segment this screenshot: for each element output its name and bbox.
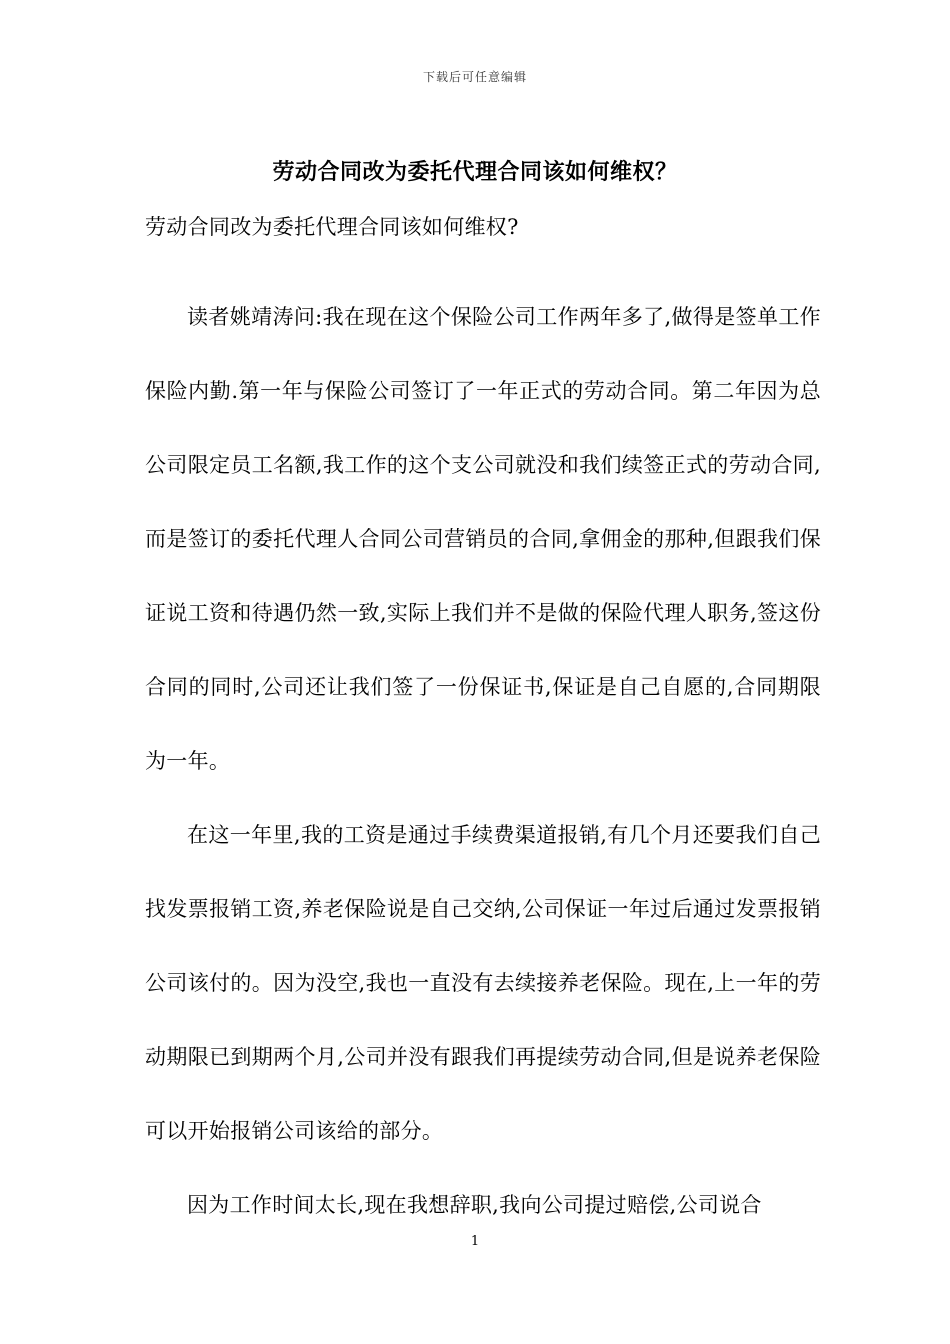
paragraph-resignation: 因为工作时间太长,现在我想辞职,我向公司提过赔偿,公司说合 xyxy=(187,1193,762,1217)
document-subtitle: 劳动合同改为委托代理合同该如何维权? xyxy=(145,215,519,239)
page-number: 1 xyxy=(470,1234,480,1249)
document-title: 劳动合同改为委托代理合同该如何维权？ xyxy=(272,159,678,185)
document-body xyxy=(145,280,821,1242)
paragraph-question: 读者姚靖涛问:我在现在这个保险公司工作两年多了,做得是签单工作保险内勤.第一年与保险公司签订了一年正式的劳动合同。第二年因为总公司限定员工名额,我工作的这个支公司就没和我们续签正式的劳动合同,而是签订的委托代理人合同公司营销员的合同,拿佣金的那种,但跟我们保证说工资和待遇仍然一致,实际上我们并不是做的保险代理人职务,签这份合同的同时,公司还让我们签了一份保证书,保证是自己自愿的,合同期限为一年。 xyxy=(145,305,821,773)
header-note: 下载后可任意编辑 xyxy=(422,70,527,84)
paragraph-salary: 在这一年里,我的工资是通过手续费渠道报销,有几个月还要我们自己找发票报销工资,养老保险说是自己交纳,公司保证一年过后通过发票报销公司该付的。因为没空,我也一直没有去续接养老保险。现在,上一年的劳动期限已到期两个月,公司并没有跟我们再提续劳动合同,但是说养老保险可以开始报销公司该给的部分。 xyxy=(145,823,821,1143)
